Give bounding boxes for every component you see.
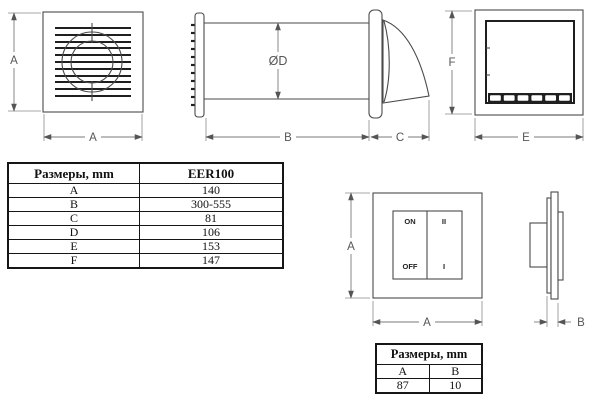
- front-height-dim-label: A: [10, 55, 18, 67]
- switch-on-label: ON: [404, 217, 416, 226]
- dimensions-table-header-model: EER100: [140, 163, 284, 184]
- switch-dimensions-table: [375, 343, 483, 394]
- switch-body-box: [530, 223, 547, 267]
- table-row: [376, 365, 482, 379]
- hood-depth-dim-label: C: [395, 132, 405, 144]
- dim-letter-cell: B: [8, 198, 140, 212]
- dim-letter-cell: E: [8, 240, 140, 254]
- fan-side-view: [191, 10, 429, 144]
- switch-col-a-header: A: [376, 365, 429, 379]
- switch-front-view: [344, 193, 482, 329]
- table-row: [8, 254, 283, 269]
- dimensions-table: [7, 162, 284, 269]
- fan-back-view: [444, 10, 583, 144]
- front-width-dim-label: A: [89, 132, 97, 144]
- switch-side-view: [530, 192, 585, 329]
- back-width-dim-label: E: [522, 132, 530, 144]
- back-louver-slats: [488, 93, 572, 103]
- dim-letter-cell: F: [8, 254, 140, 269]
- switch-col-b-header: B: [429, 365, 482, 379]
- side-hood: [383, 20, 429, 103]
- dim-value-cell: 81: [140, 212, 284, 226]
- table-row: [8, 240, 283, 254]
- dim-letter-cell: A: [8, 184, 140, 198]
- side-front-plate: [195, 13, 204, 117]
- dim-value-cell: 147: [140, 254, 284, 269]
- table-row: [8, 184, 283, 198]
- dim-value-cell: 300-555: [140, 198, 284, 212]
- table-row: [8, 226, 283, 240]
- switch-speed1-label: I: [442, 262, 446, 271]
- side-grille-ticks: [191, 25, 195, 105]
- table-row: [376, 379, 482, 394]
- table-row: [8, 212, 283, 226]
- dim-value-cell: 106: [140, 226, 284, 240]
- duct-diameter-dim-label: ØD: [268, 54, 288, 68]
- switch-off-label: OFF: [402, 262, 418, 271]
- fan-front-view: [7, 12, 143, 144]
- dimensions-table-header-sizes: Размеры, mm: [8, 163, 140, 184]
- switch-back-strip: [558, 212, 563, 280]
- dim-letter-cell: C: [8, 212, 140, 226]
- dim-value-cell: 140: [140, 184, 284, 198]
- switch-val-b-cell: 10: [429, 379, 482, 394]
- switch-front-panel-edge: [551, 192, 558, 299]
- table-row: [8, 198, 283, 212]
- back-height-dim-label: F: [448, 57, 456, 69]
- duct-length-dim-label: B: [284, 132, 292, 144]
- switch-base-plate: [547, 198, 551, 293]
- switch-width-dim-label: A: [423, 317, 431, 329]
- switch-depth-dim-label: B: [577, 317, 585, 329]
- dim-letter-cell: D: [8, 226, 140, 240]
- switch-height-dim-label: A: [347, 241, 355, 253]
- dim-value-cell: 153: [140, 240, 284, 254]
- switch-speed2-label: II: [441, 217, 447, 226]
- switch-table-title: Размеры, mm: [376, 344, 482, 365]
- side-outer-flange: [369, 10, 382, 118]
- switch-val-a-cell: 87: [376, 379, 429, 394]
